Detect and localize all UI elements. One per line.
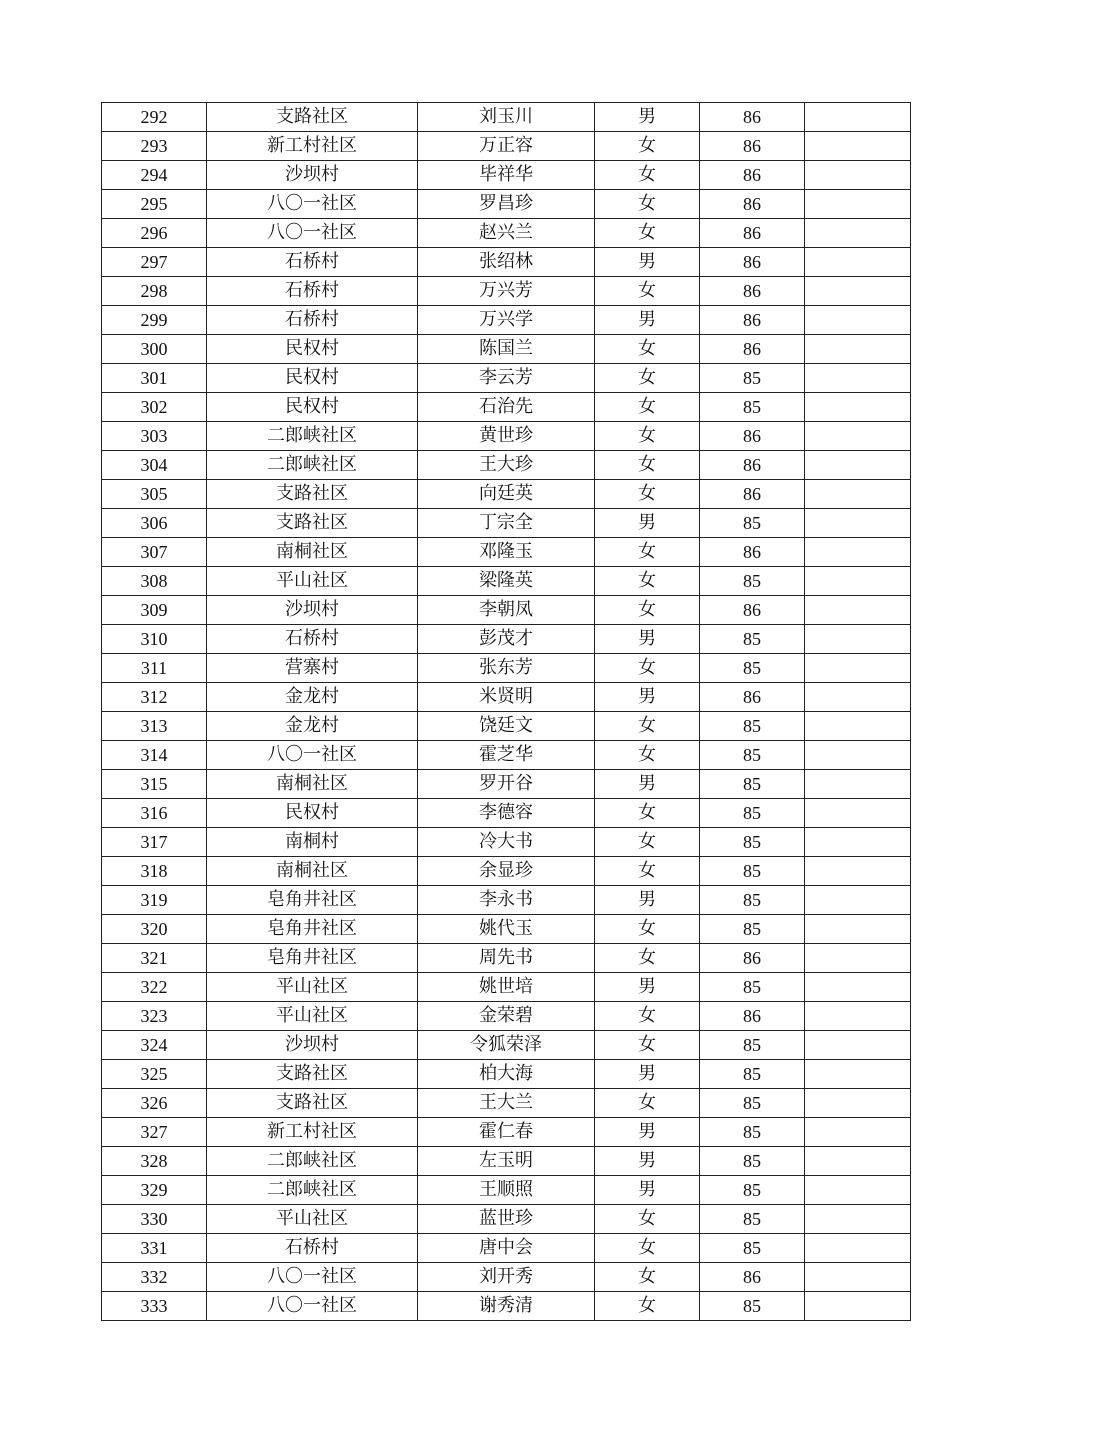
cell-number: 311 [102,654,207,683]
cell-remarks [805,596,911,625]
table-row [102,625,911,654]
cell-number: 292 [102,103,207,132]
cell-age: 86 [700,1263,805,1292]
cell-community: 支路社区 [207,509,418,538]
cell-age: 85 [700,770,805,799]
cell-number: 319 [102,886,207,915]
cell-gender: 女 [595,1031,700,1060]
cell-name: 张东芳 [418,654,595,683]
cell-gender: 女 [595,190,700,219]
cell-name: 霍芝华 [418,741,595,770]
cell-community: 民权村 [207,799,418,828]
table-row [102,393,911,422]
cell-community: 民权村 [207,364,418,393]
cell-gender: 女 [595,1205,700,1234]
cell-community: 南桐社区 [207,538,418,567]
cell-name: 刘开秀 [418,1263,595,1292]
cell-name: 饶廷文 [418,712,595,741]
roster-table-body [102,103,911,1321]
cell-gender: 女 [595,1089,700,1118]
cell-community: 金龙村 [207,712,418,741]
cell-number: 295 [102,190,207,219]
cell-community: 支路社区 [207,1060,418,1089]
cell-number: 314 [102,741,207,770]
cell-age: 85 [700,364,805,393]
cell-community: 南桐社区 [207,857,418,886]
cell-community: 石桥村 [207,1234,418,1263]
cell-community: 八〇一社区 [207,1263,418,1292]
cell-remarks [805,132,911,161]
cell-name: 向廷英 [418,480,595,509]
cell-number: 303 [102,422,207,451]
cell-name: 柏大海 [418,1060,595,1089]
cell-name: 刘玉川 [418,103,595,132]
cell-gender: 女 [595,654,700,683]
cell-age: 86 [700,596,805,625]
cell-number: 333 [102,1292,207,1321]
table-row [102,1031,911,1060]
cell-age: 86 [700,683,805,712]
cell-gender: 女 [595,1234,700,1263]
cell-age: 85 [700,1234,805,1263]
table-row [102,1147,911,1176]
cell-number: 302 [102,393,207,422]
cell-name: 王顺照 [418,1176,595,1205]
cell-community: 石桥村 [207,306,418,335]
table-row [102,1205,911,1234]
cell-community: 支路社区 [207,103,418,132]
cell-number: 330 [102,1205,207,1234]
cell-name: 万兴学 [418,306,595,335]
cell-age: 85 [700,654,805,683]
cell-number: 326 [102,1089,207,1118]
cell-age: 85 [700,1205,805,1234]
table-row [102,973,911,1002]
cell-age: 85 [700,1292,805,1321]
cell-community: 八〇一社区 [207,1292,418,1321]
cell-remarks [805,857,911,886]
cell-community: 金龙村 [207,683,418,712]
cell-community: 平山社区 [207,1002,418,1031]
cell-age: 86 [700,219,805,248]
cell-community: 八〇一社区 [207,741,418,770]
cell-remarks [805,103,911,132]
table-row [102,132,911,161]
cell-age: 85 [700,625,805,654]
cell-remarks [805,277,911,306]
cell-age: 86 [700,161,805,190]
cell-age: 85 [700,567,805,596]
cell-community: 皂角井社区 [207,915,418,944]
cell-gender: 女 [595,741,700,770]
cell-community: 营寨村 [207,654,418,683]
cell-community: 南桐村 [207,828,418,857]
table-row [102,103,911,132]
cell-number: 298 [102,277,207,306]
cell-number: 304 [102,451,207,480]
cell-gender: 男 [595,1147,700,1176]
cell-number: 315 [102,770,207,799]
cell-gender: 女 [595,538,700,567]
cell-remarks [805,335,911,364]
table-row [102,741,911,770]
cell-number: 300 [102,335,207,364]
cell-number: 332 [102,1263,207,1292]
cell-name: 姚世培 [418,973,595,1002]
cell-gender: 男 [595,683,700,712]
cell-number: 327 [102,1118,207,1147]
cell-number: 296 [102,219,207,248]
cell-community: 平山社区 [207,1205,418,1234]
table-row [102,364,911,393]
cell-community: 二郎峡社区 [207,422,418,451]
cell-gender: 女 [595,915,700,944]
table-row [102,1263,911,1292]
cell-age: 86 [700,480,805,509]
cell-remarks [805,973,911,1002]
cell-name: 蓝世珍 [418,1205,595,1234]
cell-name: 李永书 [418,886,595,915]
cell-number: 325 [102,1060,207,1089]
cell-age: 85 [700,712,805,741]
cell-name: 李德容 [418,799,595,828]
cell-remarks [805,1089,911,1118]
cell-number: 324 [102,1031,207,1060]
cell-community: 沙坝村 [207,161,418,190]
cell-remarks [805,306,911,335]
table-row [102,306,911,335]
cell-community: 民权村 [207,335,418,364]
cell-community: 二郎峡社区 [207,1147,418,1176]
cell-age: 85 [700,828,805,857]
cell-age: 86 [700,1002,805,1031]
table-row [102,1118,911,1147]
cell-name: 唐中会 [418,1234,595,1263]
cell-name: 张绍林 [418,248,595,277]
cell-age: 85 [700,1089,805,1118]
cell-remarks [805,915,911,944]
cell-number: 313 [102,712,207,741]
table-row [102,538,911,567]
cell-gender: 男 [595,973,700,1002]
cell-name: 余显珍 [418,857,595,886]
cell-name: 罗开谷 [418,770,595,799]
cell-number: 321 [102,944,207,973]
cell-age: 85 [700,741,805,770]
cell-age: 85 [700,857,805,886]
cell-number: 294 [102,161,207,190]
cell-gender: 女 [595,857,700,886]
cell-community: 平山社区 [207,973,418,1002]
cell-gender: 男 [595,770,700,799]
cell-gender: 男 [595,1060,700,1089]
table-row [102,190,911,219]
cell-name: 黄世珍 [418,422,595,451]
cell-gender: 女 [595,277,700,306]
cell-age: 85 [700,973,805,1002]
cell-gender: 男 [595,886,700,915]
cell-gender: 女 [595,1263,700,1292]
table-row [102,335,911,364]
cell-name: 冷大书 [418,828,595,857]
cell-remarks [805,654,911,683]
table-row [102,799,911,828]
cell-gender: 女 [595,567,700,596]
cell-name: 毕祥华 [418,161,595,190]
cell-number: 299 [102,306,207,335]
cell-gender: 女 [595,944,700,973]
cell-age: 85 [700,393,805,422]
table-row [102,683,911,712]
table-row [102,828,911,857]
cell-remarks [805,538,911,567]
cell-age: 86 [700,306,805,335]
cell-remarks [805,1060,911,1089]
cell-remarks [805,190,911,219]
table-row [102,161,911,190]
cell-name: 李朝凤 [418,596,595,625]
cell-name: 周先书 [418,944,595,973]
cell-community: 石桥村 [207,277,418,306]
cell-name: 令狐荣泽 [418,1031,595,1060]
cell-remarks [805,712,911,741]
cell-remarks [805,1292,911,1321]
cell-name: 米贤明 [418,683,595,712]
table-row [102,422,911,451]
cell-gender: 女 [595,828,700,857]
cell-age: 85 [700,509,805,538]
cell-number: 306 [102,509,207,538]
cell-remarks [805,828,911,857]
cell-gender: 女 [595,422,700,451]
cell-name: 梁隆英 [418,567,595,596]
cell-name: 李云芳 [418,364,595,393]
table-row [102,480,911,509]
cell-remarks [805,1118,911,1147]
cell-community: 南桐社区 [207,770,418,799]
cell-number: 308 [102,567,207,596]
table-row [102,857,911,886]
cell-gender: 男 [595,625,700,654]
cell-age: 85 [700,915,805,944]
cell-name: 陈国兰 [418,335,595,364]
cell-community: 八〇一社区 [207,190,418,219]
cell-age: 85 [700,1118,805,1147]
cell-age: 85 [700,1060,805,1089]
cell-community: 八〇一社区 [207,219,418,248]
cell-number: 312 [102,683,207,712]
cell-number: 297 [102,248,207,277]
cell-name: 姚代玉 [418,915,595,944]
cell-remarks [805,741,911,770]
table-row [102,886,911,915]
table-row [102,1176,911,1205]
cell-name: 万正容 [418,132,595,161]
cell-remarks [805,567,911,596]
cell-remarks [805,161,911,190]
cell-name: 万兴芳 [418,277,595,306]
cell-number: 328 [102,1147,207,1176]
cell-community: 石桥村 [207,625,418,654]
cell-remarks [805,1234,911,1263]
cell-remarks [805,248,911,277]
cell-age: 85 [700,886,805,915]
cell-age: 85 [700,1147,805,1176]
cell-gender: 女 [595,451,700,480]
cell-gender: 女 [595,799,700,828]
cell-remarks [805,1176,911,1205]
table-row [102,1292,911,1321]
cell-remarks [805,1031,911,1060]
cell-name: 彭茂才 [418,625,595,654]
cell-gender: 女 [595,1002,700,1031]
cell-age: 86 [700,944,805,973]
cell-remarks [805,1263,911,1292]
cell-number: 309 [102,596,207,625]
cell-name: 谢秀清 [418,1292,595,1321]
cell-name: 罗昌珍 [418,190,595,219]
cell-remarks [805,1002,911,1031]
table-row [102,1234,911,1263]
cell-gender: 男 [595,248,700,277]
cell-gender: 女 [595,480,700,509]
cell-number: 307 [102,538,207,567]
cell-community: 民权村 [207,393,418,422]
cell-gender: 男 [595,103,700,132]
cell-number: 320 [102,915,207,944]
cell-gender: 男 [595,509,700,538]
cell-remarks [805,944,911,973]
cell-community: 二郎峡社区 [207,1176,418,1205]
cell-community: 支路社区 [207,1089,418,1118]
cell-gender: 女 [595,335,700,364]
cell-name: 金荣碧 [418,1002,595,1031]
cell-community: 沙坝村 [207,1031,418,1060]
cell-number: 323 [102,1002,207,1031]
cell-number: 310 [102,625,207,654]
cell-gender: 女 [595,393,700,422]
cell-gender: 男 [595,1176,700,1205]
table-row [102,944,911,973]
cell-gender: 女 [595,132,700,161]
cell-community: 支路社区 [207,480,418,509]
cell-gender: 男 [595,1118,700,1147]
table-row [102,451,911,480]
cell-gender: 女 [595,596,700,625]
table-row [102,1002,911,1031]
cell-age: 86 [700,335,805,364]
cell-name: 邓隆玉 [418,538,595,567]
cell-community: 二郎峡社区 [207,451,418,480]
cell-name: 石治先 [418,393,595,422]
cell-remarks [805,393,911,422]
cell-community: 石桥村 [207,248,418,277]
cell-remarks [805,886,911,915]
cell-remarks [805,770,911,799]
cell-age: 86 [700,451,805,480]
cell-age: 85 [700,1176,805,1205]
cell-age: 85 [700,799,805,828]
table-row [102,1060,911,1089]
cell-remarks [805,451,911,480]
cell-gender: 女 [595,712,700,741]
cell-remarks [805,509,911,538]
table-row [102,654,911,683]
cell-remarks [805,1205,911,1234]
cell-number: 305 [102,480,207,509]
table-row [102,1089,911,1118]
cell-remarks [805,625,911,654]
cell-number: 301 [102,364,207,393]
cell-name: 左玉明 [418,1147,595,1176]
cell-remarks [805,683,911,712]
table-row [102,712,911,741]
cell-name: 王大珍 [418,451,595,480]
cell-community: 皂角井社区 [207,944,418,973]
cell-community: 新工村社区 [207,1118,418,1147]
cell-age: 86 [700,190,805,219]
cell-number: 329 [102,1176,207,1205]
cell-remarks [805,364,911,393]
cell-name: 王大兰 [418,1089,595,1118]
table-row [102,277,911,306]
cell-remarks [805,480,911,509]
cell-community: 平山社区 [207,567,418,596]
cell-remarks [805,1147,911,1176]
table-row [102,567,911,596]
cell-remarks [805,219,911,248]
cell-gender: 女 [595,1292,700,1321]
table-row [102,509,911,538]
cell-number: 316 [102,799,207,828]
cell-age: 86 [700,277,805,306]
cell-remarks [805,422,911,451]
roster-table [101,102,911,1321]
cell-remarks [805,799,911,828]
cell-gender: 女 [595,219,700,248]
cell-name: 赵兴兰 [418,219,595,248]
cell-number: 293 [102,132,207,161]
cell-age: 86 [700,132,805,161]
cell-number: 318 [102,857,207,886]
cell-name: 丁宗全 [418,509,595,538]
cell-name: 霍仁春 [418,1118,595,1147]
cell-community: 新工村社区 [207,132,418,161]
cell-number: 317 [102,828,207,857]
cell-age: 86 [700,422,805,451]
cell-age: 85 [700,1031,805,1060]
table-row [102,915,911,944]
table-row [102,596,911,625]
table-row [102,219,911,248]
table-row [102,248,911,277]
cell-age: 86 [700,248,805,277]
cell-gender: 女 [595,161,700,190]
cell-gender: 女 [595,364,700,393]
cell-community: 皂角井社区 [207,886,418,915]
cell-age: 86 [700,538,805,567]
cell-community: 沙坝村 [207,596,418,625]
cell-gender: 男 [595,306,700,335]
cell-number: 331 [102,1234,207,1263]
cell-number: 322 [102,973,207,1002]
cell-age: 86 [700,103,805,132]
table-row [102,770,911,799]
